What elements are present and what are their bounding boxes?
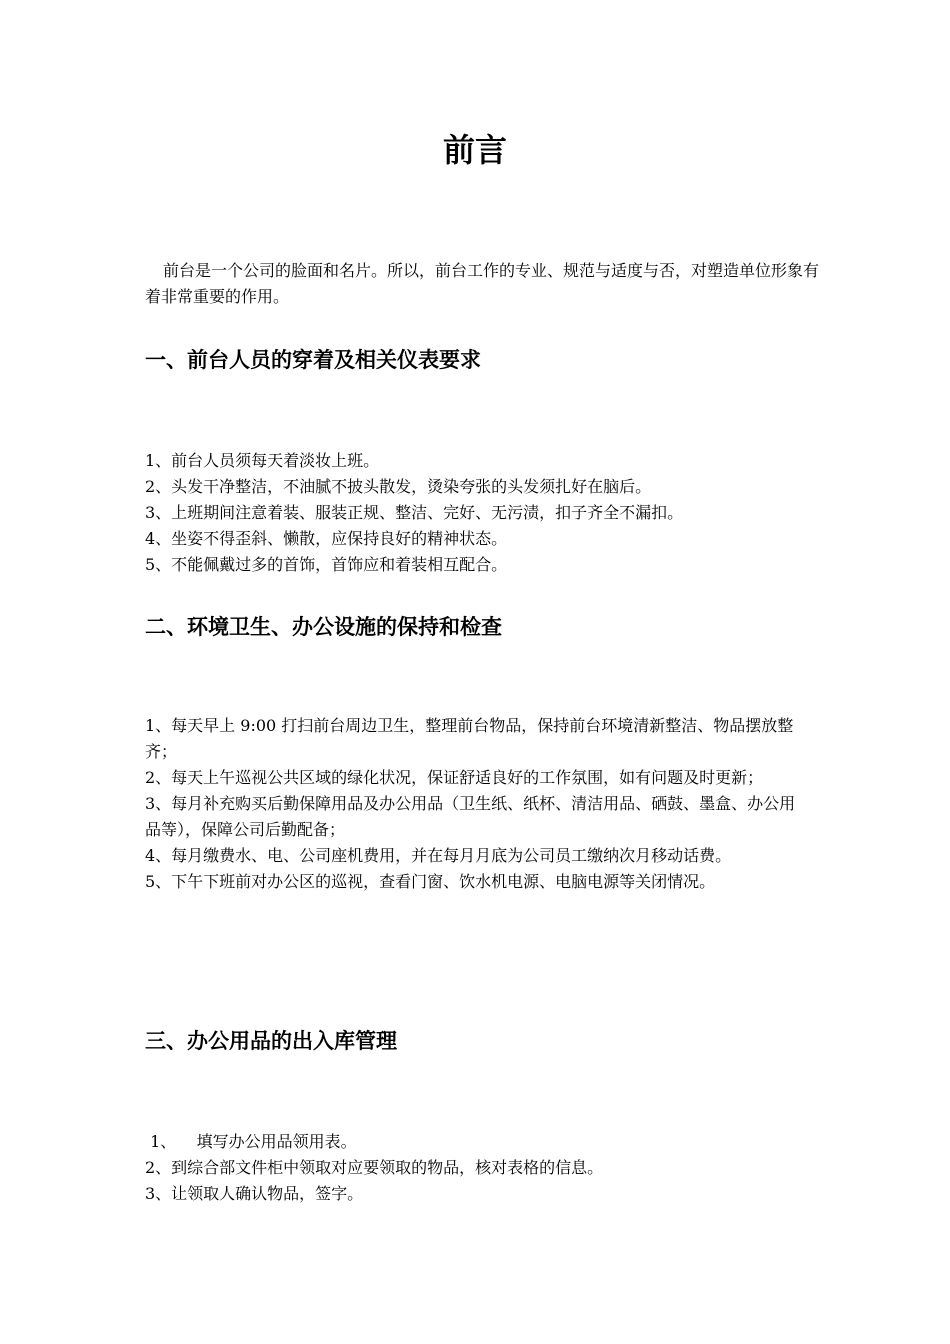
list-item: 1、每天早上 9:00 打扫前台周边卫生，整理前台物品，保持前台环境清新整洁、物品摆放整齐； — [145, 716, 794, 761]
list-item: 2、头发干净整洁，不油腻不披头散发，烫染夸张的头发须扎好在脑后。 — [145, 477, 652, 496]
list-item: 2、每天上午巡视公共区域的绿化状况，保证舒适良好的工作氛围，如有问题及时更新； — [145, 768, 764, 787]
list-item: 5、不能佩戴过多的首饰，首饰应和着装相互配合。 — [145, 555, 508, 574]
list-item: 1、 填写办公用品领用表。 — [145, 1132, 357, 1151]
list-item: 5、下午下班前对办公区的巡视，查看门窗、饮水机电源、电脑电源等关闭情况。 — [145, 872, 716, 891]
section-heading-2: 二、环境卫生、办公设施的保持和检查 — [145, 615, 502, 639]
list-item: 3、每月补充购买后勤保障用品及办公用品（卫生纸、纸杯、清洁用品、硒鼓、墨盒、办公用品等），保障公司后勤配备； — [145, 794, 796, 839]
list-item: 4、坐姿不得歪斜、懒散，应保持良好的精神状态。 — [145, 529, 508, 548]
list-item: 2、到综合部文件柜中领取对应要领取的物品，核对表格的信息。 — [145, 1158, 604, 1177]
section-list-3 — [145, 1129, 835, 1207]
list-item: 1、前台人员须每天着淡妆上班。 — [145, 451, 380, 470]
section-list-2 — [145, 713, 810, 895]
list-item: 4、每月缴费水、电、公司座机费用，并在每月月底为公司员工缴纳次月移动话费。 — [145, 846, 732, 865]
intro-paragraph: 前台是一个公司的脸面和名片。所以，前台工作的专业、规范与适度与否，对塑造单位形象有着非常重要的作用。 — [145, 261, 820, 306]
list-item: 3、让领取人确认物品，签字。 — [145, 1184, 364, 1203]
document-title: 前言 — [442, 131, 507, 169]
section-list-1 — [145, 448, 835, 578]
section-heading-1: 一、前台人员的穿着及相关仪表要求 — [145, 348, 481, 372]
section-heading-3: 三、办公用品的出入库管理 — [145, 1029, 397, 1053]
list-item: 3、上班期间注意着装、服装正规、整洁、完好、无污渍，扣子齐全不漏扣。 — [145, 503, 684, 522]
